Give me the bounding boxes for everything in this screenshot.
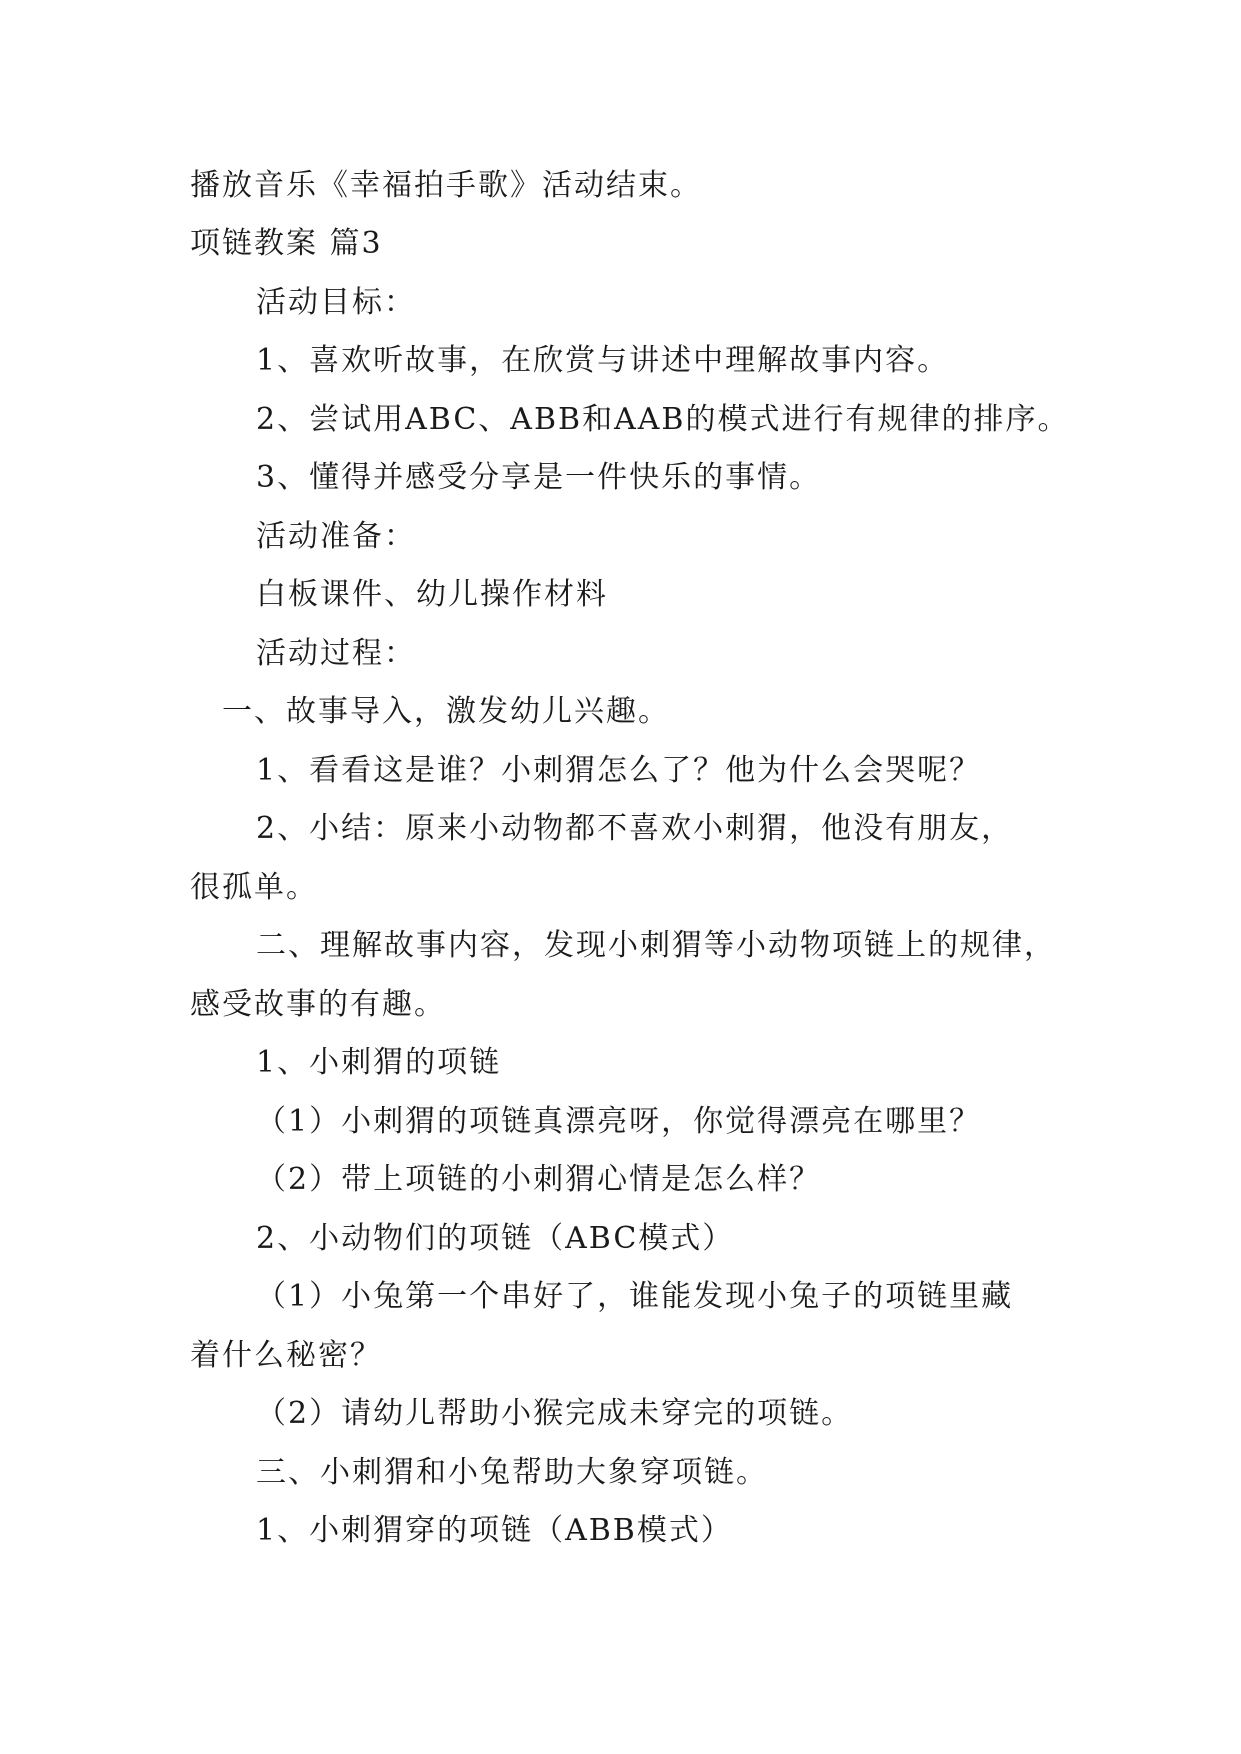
goal-item-3: 3、懂得并感受分享是一件快乐的事情。: [256, 460, 822, 495]
goal-item-1: 1、喜欢听故事，在欣赏与讲述中理解故事内容。: [256, 343, 950, 378]
process-step-2-item-2-sub-1-cont: 着什么秘密？: [190, 1338, 382, 1373]
heading-activity-goals: 活动目标：: [256, 285, 416, 320]
preparation-materials: 白板课件、幼儿操作材料: [256, 577, 608, 612]
process-step-2-heading-cont: 感受故事的有趣。: [190, 987, 446, 1022]
process-step-2-item-2-sub-2: （2）请幼儿帮助小猴完成未穿完的项链。: [256, 1396, 854, 1431]
process-step-1-item-2-cont: 很孤单。: [190, 870, 318, 905]
heading-activity-preparation: 活动准备：: [256, 519, 416, 554]
process-step-2-heading: 二、理解故事内容，发现小刺猬等小动物项链上的规律，: [256, 928, 1056, 963]
process-step-3-item-1: 1、小刺猬穿的项链（ABB模式）: [256, 1513, 733, 1548]
paragraph-closing-line: 播放音乐《幸福拍手歌》活动结束。: [190, 168, 702, 203]
section-title: 项链教案 篇3: [190, 226, 383, 261]
process-step-1-item-1: 1、看看这是谁？小刺猬怎么了？他为什么会哭呢？: [256, 753, 982, 788]
process-step-2-item-1-sub-1: （1）小刺猬的项链真漂亮呀，你觉得漂亮在哪里？: [256, 1104, 982, 1139]
heading-activity-process: 活动过程：: [256, 636, 416, 671]
process-step-2-item-1: 1、小刺猬的项链: [256, 1045, 502, 1080]
goal-item-2: 2、尝试用ABC、ABB和AAB的模式进行有规律的排序。: [256, 402, 1070, 437]
process-step-1-item-2: 2、小结：原来小动物都不喜欢小刺猬，他没有朋友，: [256, 811, 1014, 846]
process-step-3-heading: 三、小刺猬和小兔帮助大象穿项链。: [256, 1455, 768, 1490]
process-step-2-item-1-sub-2: （2）带上项链的小刺猬心情是怎么样？: [256, 1162, 822, 1197]
process-step-2-item-2: 2、小动物们的项链（ABC模式）: [256, 1221, 735, 1256]
process-step-1-heading: 一、故事导入，激发幼儿兴趣。: [222, 694, 670, 729]
process-step-2-item-2-sub-1: （1）小兔第一个串好了，谁能发现小兔子的项链里藏: [256, 1279, 1014, 1314]
